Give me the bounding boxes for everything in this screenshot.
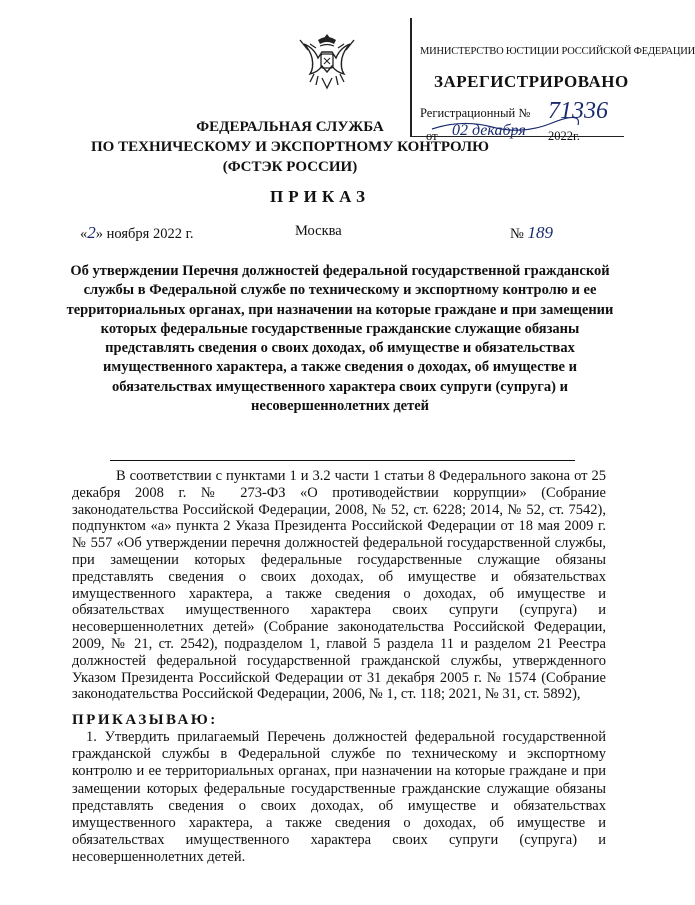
stamp-from-label: от	[426, 129, 438, 143]
date-open-quote: «	[80, 226, 88, 242]
document-title: ПРИКАЗ	[270, 187, 370, 206]
stamp-registered: ЗАРЕГИСТРИРОВАНО	[434, 72, 629, 91]
order-item-1: 1. Утвердить прилагаемый Перечень должностей федеральной государственной гражданской службы в Федеральной службе по техническому и экспортному контролю и ее территориальных органах, при назначении на которые граждане и при замещении которых федеральные государственные гражданские служащие обязаны представлять сведения о своих доходах, об имуществе и обязательствах имущественного характера, а также сведения о доходах, об имуществе и обязательствах имущественного характера своих супруги (супруга) и несовершеннолетних детей.	[72, 729, 606, 866]
stamp-reg-date: 02 декабря	[452, 122, 526, 139]
order-number	[510, 223, 553, 243]
stamp-reg-number: 71336	[548, 98, 608, 124]
stamp-reg-year: 2022г.	[548, 129, 580, 143]
divider	[110, 460, 575, 461]
order-subject: Об утверждении Перечня должностей федеральной государственной гражданской службы в Федеральной службе по техническому и экспортному контролю и ее территориальных органах, при назначении на которые граждане и при замещении которых федеральные государственные гражданские служащие обязаны представлять сведения о своих доходах, об имуществе и обязательствах имущественного характера, а также сведения о доходах, об имуществе и обязательствах имущественного характера своих супруги (супруга) и несовершеннолетних детей	[66, 263, 614, 415]
number-label: №	[510, 226, 524, 242]
coat-of-arms-icon	[296, 28, 358, 92]
order-keyword: ПРИКАЗЫВАЮ:	[72, 712, 218, 728]
order-date	[80, 223, 194, 243]
agency-name-line2: ПО ТЕХНИЧЕСКОМУ И ЭКСПОРТНОМУ КОНТРОЛЮ	[91, 139, 489, 155]
stamp-reg-label: Регистрационный №	[420, 106, 531, 120]
order-city: Москва	[295, 223, 342, 239]
agency-name-line3: (ФСТЭК РОССИИ)	[222, 159, 358, 175]
number-value: 189	[527, 223, 553, 242]
date-month-year: » ноября 2022 г.	[95, 226, 194, 242]
signature-scribble	[430, 115, 580, 135]
preamble-paragraph: В соответствии с пунктами 1 и 3.2 части 1 статьи 8 Федерального закона от 25 декабря 2008 г. № 273-ФЗ «О противодействии коррупции» (Собрание законодательства Российской Федерации, 2008, № 52, ст. 6228; 2014, № 52, ст. 7542), подпунктом «а» пункта 2 Указа Президента Российской Федерации от 18 мая 2009 г. № 557 «Об утверждении перечня должностей федеральной государственной службы, при замещении которых федеральные государственные служащие обязаны представлять сведения о своих доходах, об имуществе и обязательствах имущественного характера, а также сведения о доходах, об имуществе и обязательствах имущественного характера своих супруги (супруга) и несовершеннолетних детей» (Собрание законодательства Российской Федерации, 2009, № 21, ст. 2542), подразделом 1, главой 5 раздела 11 и разделом 21 Реестра должностей федеральной государственной гражданской службы, утвержденного Указом Президента Российской Федерации от 31 декабря 2005 г. № 1574 (Собрание законодательства Российской Федерации, 2006, № 1, ст. 118; 2021, № 31, ст. 5892),	[72, 468, 606, 703]
order-day: 2	[87, 223, 96, 242]
agency-name-line1: ФЕДЕРАЛЬНАЯ СЛУЖБА	[196, 119, 384, 135]
stamp-ministry: МИНИСТЕРСТВО ЮСТИЦИИ РОССИЙСКОЙ ФЕДЕРАЦИИ	[420, 46, 695, 57]
